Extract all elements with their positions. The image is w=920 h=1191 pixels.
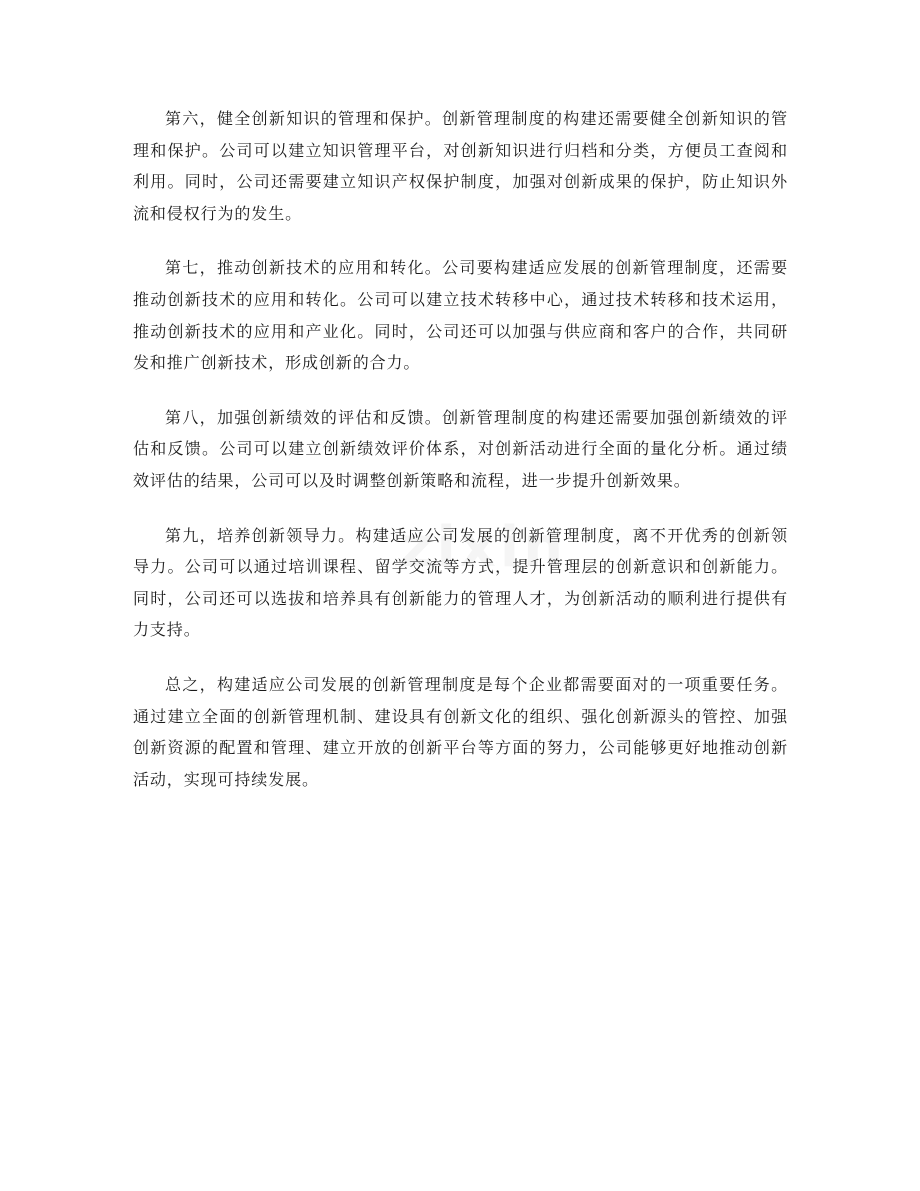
document-body <box>133 103 788 818</box>
paragraph-summary: 总之，构建适应公司发展的创新管理制度是每个企业都需要面对的一项重要任务。通过建立全面的创新管理机制、建设具有创新文化的组织、强化创新源头的管控、加强创新资源的配置和管理、建立开放的创新平台等方面的努力，公司能够更好地推动创新活动，实现可持续发展。 <box>133 674 788 789</box>
paragraph-8: 第八，加强创新绩效的评估和反馈。创新管理制度的构建还需要加强创新绩效的评估和反馈。公司可以建立创新绩效评价体系，对创新活动进行全面的量化分析。通过绩效评估的结果，公司可以及时调整创新策略和流程，进一步提升创新效果。 <box>133 407 788 490</box>
paragraph-9: 第九，培养创新领导力。构建适应公司发展的创新管理制度，离不开优秀的创新领导力。公司可以通过培训课程、留学交流等方式，提升管理层的创新意识和创新能力。同时，公司还可以选拔和培养具有创新能力的管理人才，为创新活动的顺利进行提供有力支持。 <box>133 525 788 640</box>
paragraph-7: 第七，推动创新技术的应用和转化。公司要构建适应发展的创新管理制度，还需要推动创新技术的应用和转化。公司可以建立技术转移中心，通过技术转移和技术运用，推动创新技术的应用和产业化。同时，公司还可以加强与供应商和客户的合作，共同研发和推广创新技术，形成创新的合力。 <box>133 258 788 373</box>
watermark: zixin <box>400 515 567 580</box>
paragraph-6: 第六，健全创新知识的管理和保护。创新管理制度的构建还需要健全创新知识的管理和保护。公司可以建立知识管理平台，对创新知识进行归档和分类，方便员工查阅和利用。同时，公司还需要建立知识产权保护制度，加强对创新成果的保护，防止知识外流和侵权行为的发生。 <box>133 109 788 223</box>
